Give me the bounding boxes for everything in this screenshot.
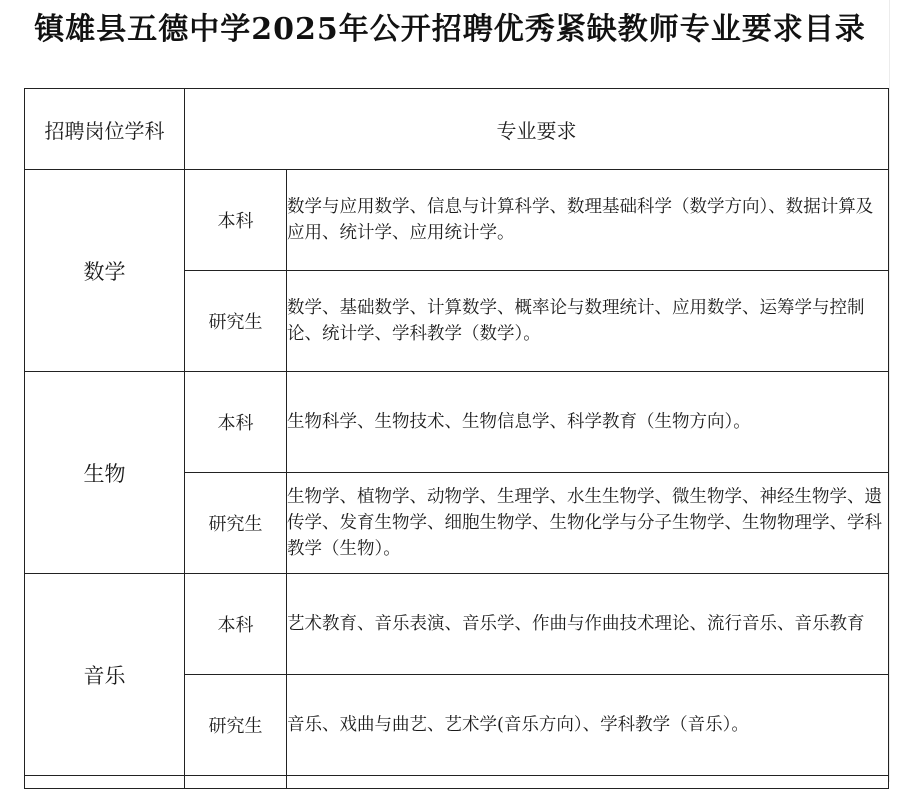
header-subject: 招聘岗位学科 (25, 89, 185, 170)
page-edge-divider (889, 0, 890, 782)
table-header-row (25, 89, 889, 170)
subject-cell: 音乐 (25, 574, 185, 776)
level-cell-grad: 研究生 (185, 675, 287, 776)
partial-cell (287, 776, 889, 789)
level-cell-grad: 研究生 (185, 473, 287, 574)
requirements-table (24, 88, 889, 789)
subject-cell: 生物 (25, 372, 185, 574)
requirement-cell: 数学、基础数学、计算数学、概率论与数理统计、应用数学、运筹学与控制论、统计学、学科教学（数学）。 (287, 271, 889, 372)
requirement-cell: 数学与应用数学、信息与计算科学、数理基础科学（数学方向）、数据计算及应用、统计学、应用统计学。 (287, 170, 889, 271)
requirement-cell: 生物学、植物学、动物学、生理学、水生生物学、微生物学、神经生物学、遗传学、发育生物学、细胞生物学、生物化学与分子生物学、生物物理学、学科教学（生物）。 (287, 473, 889, 574)
requirement-cell: 艺术教育、音乐表演、音乐学、作曲与作曲技术理论、流行音乐、音乐教育 (287, 574, 889, 675)
level-cell-undergrad: 本科 (185, 574, 287, 675)
level-cell-undergrad: 本科 (185, 170, 287, 271)
table-row (25, 372, 889, 473)
partial-cell (25, 776, 185, 789)
level-cell-grad: 研究生 (185, 271, 287, 372)
subject-cell: 数学 (25, 170, 185, 372)
table-row (25, 574, 889, 675)
table-row-partial (25, 776, 889, 789)
partial-cell (185, 776, 287, 789)
table-row (25, 170, 889, 271)
requirement-cell: 音乐、戏曲与曲艺、艺术学(音乐方向）、学科教学（音乐）。 (287, 675, 889, 776)
requirement-cell: 生物科学、生物技术、生物信息学、科学教育（生物方向）。 (287, 372, 889, 473)
page-title: 镇雄县五德中学2025年公开招聘优秀紧缺教师专业要求目录 (34, 12, 866, 47)
level-cell-undergrad: 本科 (185, 372, 287, 473)
header-requirements: 专业要求 (185, 89, 889, 170)
